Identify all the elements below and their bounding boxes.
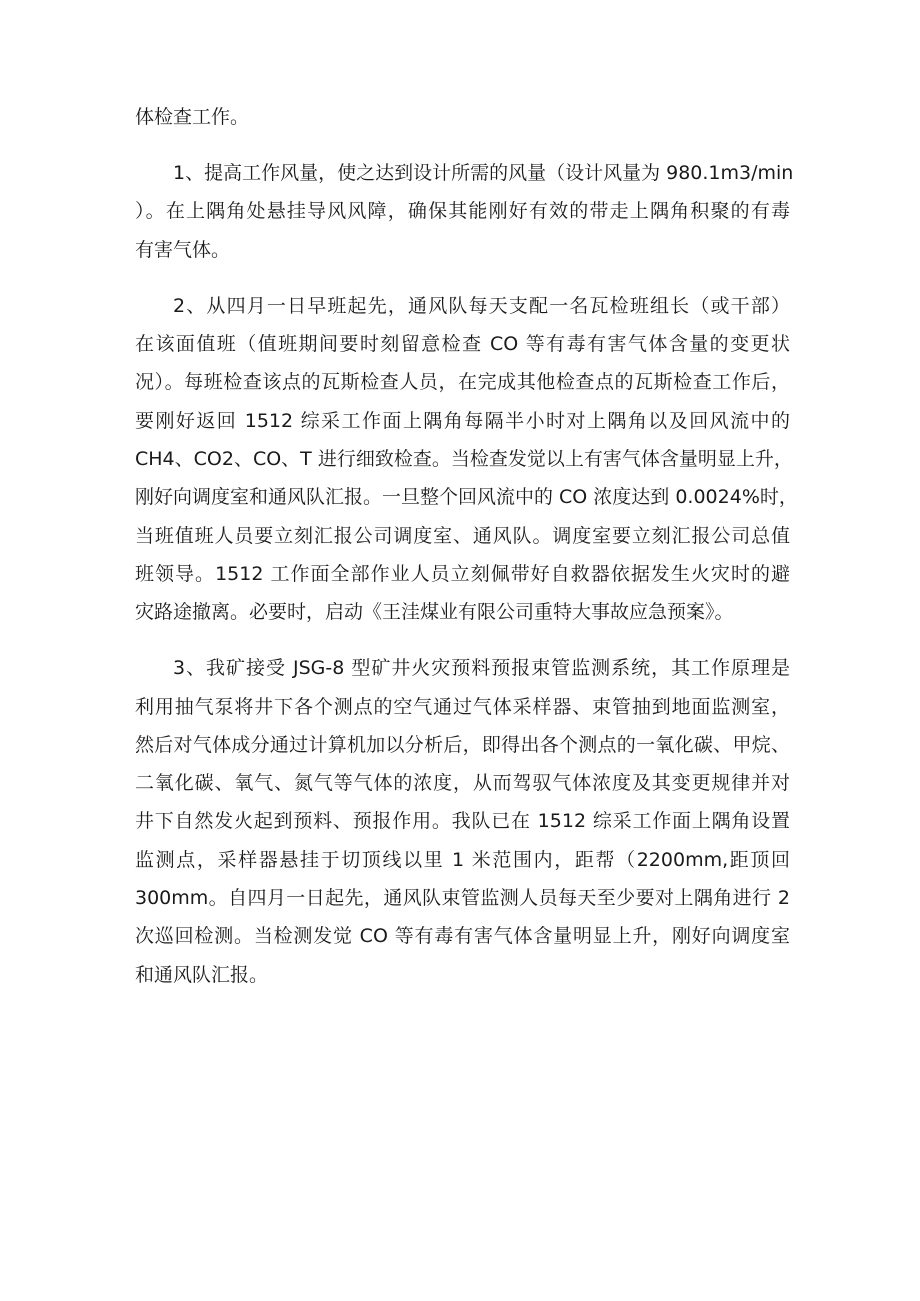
paragraph-3-line: 300mm。自四月一日起先，通风队束管监测人员每天至少要对上隅角进行 2 xyxy=(135,887,790,910)
paragraph-3-line: 监测点，采样器悬挂于切顶线以里 1 米范围内，距帮（2200mm,距顶回 xyxy=(135,848,790,871)
paragraph-3-line: 利用抽气泵将井下各个测点的空气通过气体采样器、束管抽到地面监测室， xyxy=(135,695,790,718)
paragraph-2-line: 班领导。1512 工作面全部作业人员立刻佩带好自救器依据发生火灾时的避 xyxy=(135,562,790,585)
document-body xyxy=(135,98,798,994)
paragraph-3-line: 3、我矿接受 JSG-8 型矿井火灾预料预报束管监测系统，其工作原理是 xyxy=(173,657,790,680)
paragraph-2-line: 2、从四月一日早班起先，通风队每天支配一名瓦检班组长（或干部） xyxy=(173,294,790,317)
text-line: 体检查工作。 xyxy=(135,106,250,128)
paragraph-1-line: ）。在上隅角处悬挂导风风障，确保其能刚好有效的带走上隅角积聚的有毒 xyxy=(135,200,790,223)
paragraph-2-line: 况）。每班检查该点的瓦斯检查人员，在完成其他检查点的瓦斯检查工作后， xyxy=(135,371,790,394)
paragraph-2-line: 要刚好返回 1512 综采工作面上隅角每隔半小时对上隅角以及回风流中的 xyxy=(135,409,790,432)
paragraph-1-line: 1、提高工作风量，使之达到设计所需的风量（设计风量为 980.1m3∕min xyxy=(173,162,794,185)
paragraph-1-line: 有害气体。 xyxy=(135,238,231,261)
paragraph-2-line: 当班值班人员要立刻汇报公司调度室、通风队。调度室要立刻汇报公司总值 xyxy=(135,524,790,547)
paragraph-2-line: 刚好向调度室和通风队汇报。一旦整个回风流中的 CO 浓度达到 0.0024%时， xyxy=(135,486,798,509)
paragraph-2-line: CH4、CO2、CO、T 进行细致检查。当检查发觉以上有害气体含量明显上升， xyxy=(135,447,793,470)
paragraph-2-line: 在该面值班（值班期间要时刻留意检查 CO 等有毒有害气体含量的变更状 xyxy=(135,333,790,356)
paragraph-3-line: 和通风队汇报。 xyxy=(135,963,269,986)
paragraph-3-line: 次巡回检测。当检测发觉 CO 等有毒有害气体含量明显上升，刚好向调度室 xyxy=(135,925,790,948)
paragraph-3-line: 二氧化碳、氧气、氮气等气体的浓度，从而驾驭气体浓度及其变更规律并对 xyxy=(135,772,790,795)
paragraph-3-line: 然后对气体成分通过计算机加以分析后，即得出各个测点的一氧化碳、甲烷、 xyxy=(135,733,790,756)
paragraph-2-line: 灾路途撤离。必要时，启动《王洼煤业有限公司重特大事故应急预案》。 xyxy=(135,601,734,624)
paragraph-3-line: 井下自然发火起到预料、预报作用。我队已在 1512 综采工作面上隅角设置 xyxy=(135,810,790,833)
